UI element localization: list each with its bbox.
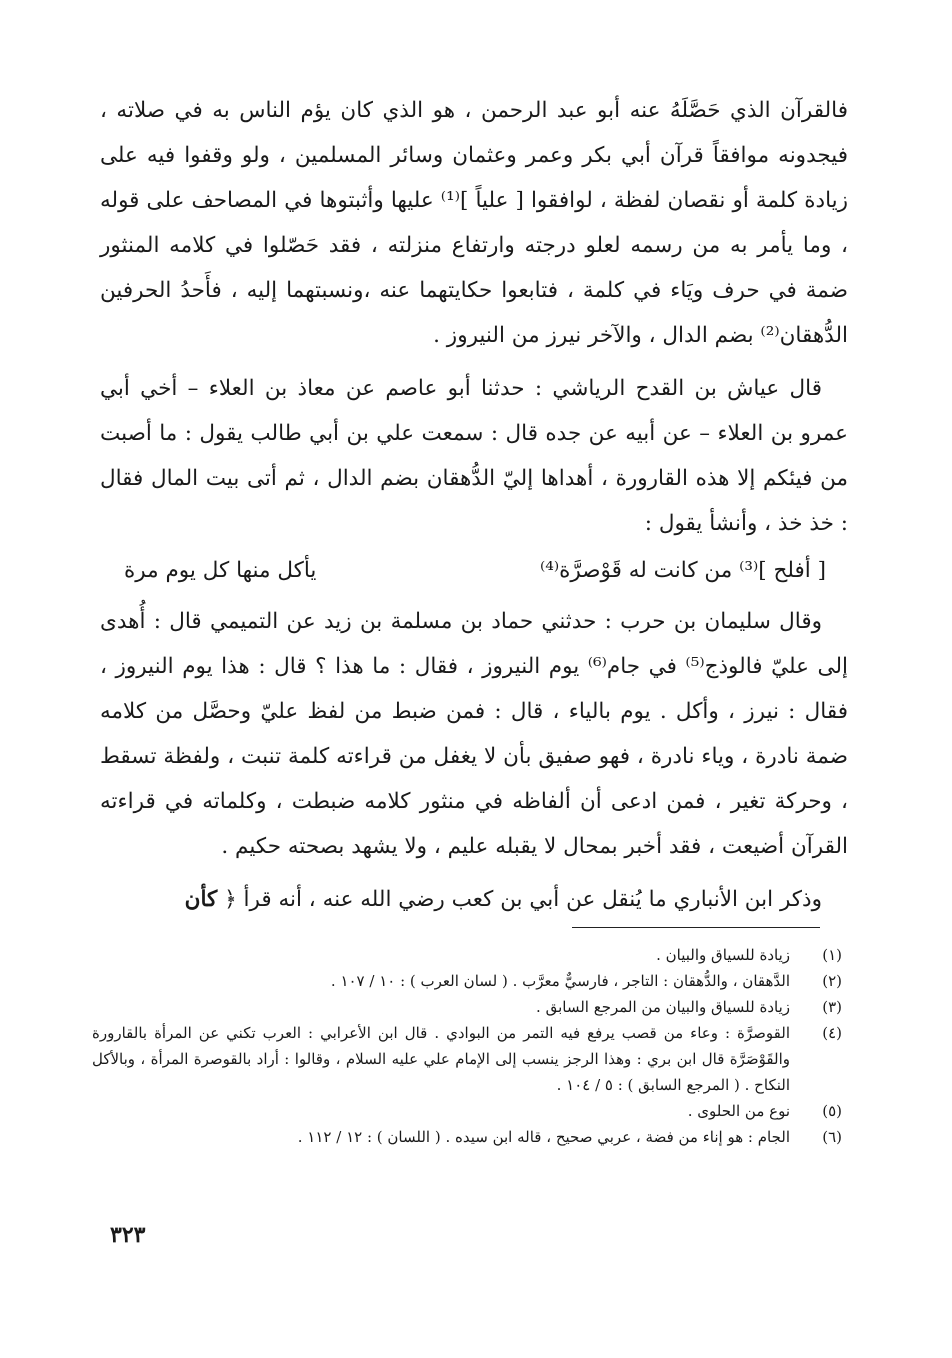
footnote-text: نوع من الحلوى . xyxy=(687,1102,790,1120)
paragraph-4 xyxy=(100,877,848,922)
footnote-number: (١) xyxy=(822,946,842,964)
poem-verse xyxy=(100,548,848,593)
footnote-number: (٢) xyxy=(822,972,842,990)
footnote xyxy=(92,1124,842,1150)
footnote-text: القوصرَّة : وعاء من قصب يرفع فيه التمر من البوادي . قال ابن الأعرابي : العرب تكني عن المرأة بالقارورة والقَوْصَرَّة قال ابن بري : وهذا الرجز ينسب إلى الإمام علي عليه السلام ، وقالوا : أراد بالقوصرة المرأة ، وبالأكل النكاح . ( المرجع السابق ) : ٥ / ١٠٤ . xyxy=(92,1024,790,1094)
paragraph-1: فالقرآن الذي حَصَّلَهُ عنه أبو عبد الرحمن ، هو الذي كان يؤم الناس به في صلاته ، فيجدونه موافقاً قرآن أبي بكر وعمر وعثمان وسائر المسلمين ، ولو وقفوا فيه على زيادة كلمة أو نقصان لفظة ، لوافقوا [ علياً ]⁽¹⁾ عليها وأثبتوها في المصاحف على قوله ، وما يأمر به من رسمه لعلو درجته وارتفاع منزلته ، فقد حَصّلوا في كلامه المنثور ضمة في حرف ويَاء في كلمة ، فتابعوا حكايتهما عنه ،ونسبتهما إليه ، فأَحدُ الحرفين الدُّهقان⁽²⁾ بضم الدال ، والآخر نيرز من النيروز . xyxy=(100,98,848,348)
footnote-text: زيادة للسياق والبيان من المرجع السابق . xyxy=(536,998,790,1016)
main-text xyxy=(100,88,848,922)
paragraph-2: قال عياش بن القدح الرياشي : حدثنا أبو عاصم عن معاذ بن العلاء – أخي أبي عمرو بن العلاء – عن أبيه عن جده قال : سمعت علي بن أبي طالب يقول : ما أصبت من فيئكم إلا هذه القارورة ، أهداها إليّ الدُّهقان بضم الدال ، ثم أتى بيت المال فقال : خذ خذ ، وأنشأ يقول : xyxy=(100,376,848,536)
paragraph-4-text: وذكر ابن الأنباري ما يُنقل عن أبي بن كعب رضي الله عنه ، أنه قرأ ﴿ xyxy=(224,887,822,912)
footnote-number: (٥) xyxy=(822,1102,842,1120)
footnote-number: (٦) xyxy=(822,1128,842,1146)
footnote xyxy=(92,968,842,994)
paragraph-3: وقال سليمان بن حرب : حدثني حماد بن مسلمة بن زيد عن التميمي قال : أُهدى إلى عليّ فالوذج⁽⁵⁾ في جام⁽⁶⁾ يوم النيروز ، فقال : ما هذا ؟ قال : هذا يوم النيروز ، فقال : نيرز ، وأكل . يوم بالياء ، قال : فمن ضبط من لفظ عليّ وحصَّل من كلامه ضمة نادرة ، وياء نادرة ، فهو صفيق بأن لا يغفل من قراءته كلمة تنبت ، ولفظة تسقط ، وحركة تغير ، فمن ادعى أن ألفاظه في منثور كلامه ضبطت ، وكلماته في قراءته القرآن أضيعت ، فقد أخبر بمحال لا يقبله عليم ، ولا يشهد بصحته حكيم . xyxy=(100,609,848,859)
footnotes xyxy=(92,942,842,1150)
footnote xyxy=(92,942,842,968)
footnote-text: الجام : هو إناء من فضة ، عربي صحيح ، قاله ابن سيده . ( اللسان ) : ١٢ / ١١٢ . xyxy=(297,1128,790,1146)
verse-second-hemistich: يأكل منها كل يوم مرة xyxy=(124,558,317,583)
footnote-number: (٤) xyxy=(822,1024,842,1042)
quoted-word: كأن xyxy=(184,887,218,912)
page-number: ٣٢٣ xyxy=(110,1222,146,1248)
footnote xyxy=(92,994,842,1020)
footnote xyxy=(92,1020,842,1098)
footnote-divider xyxy=(572,927,820,928)
footnote-text: الدَّهقان ، والدُّهقان : التاجر ، فارسيٌّ معرَّب . ( لسان العرب ) : ١٠ / ١٠٧ . xyxy=(330,972,790,990)
verse-first-hemistich: [ أفلح ]⁽³⁾ من كانت له قَوْصرَّة⁽⁴⁾ xyxy=(539,558,826,583)
footnote-text: زيادة للسياق والبيان . xyxy=(656,946,790,964)
footnote xyxy=(92,1098,842,1124)
footnote-number: (٣) xyxy=(822,998,842,1016)
